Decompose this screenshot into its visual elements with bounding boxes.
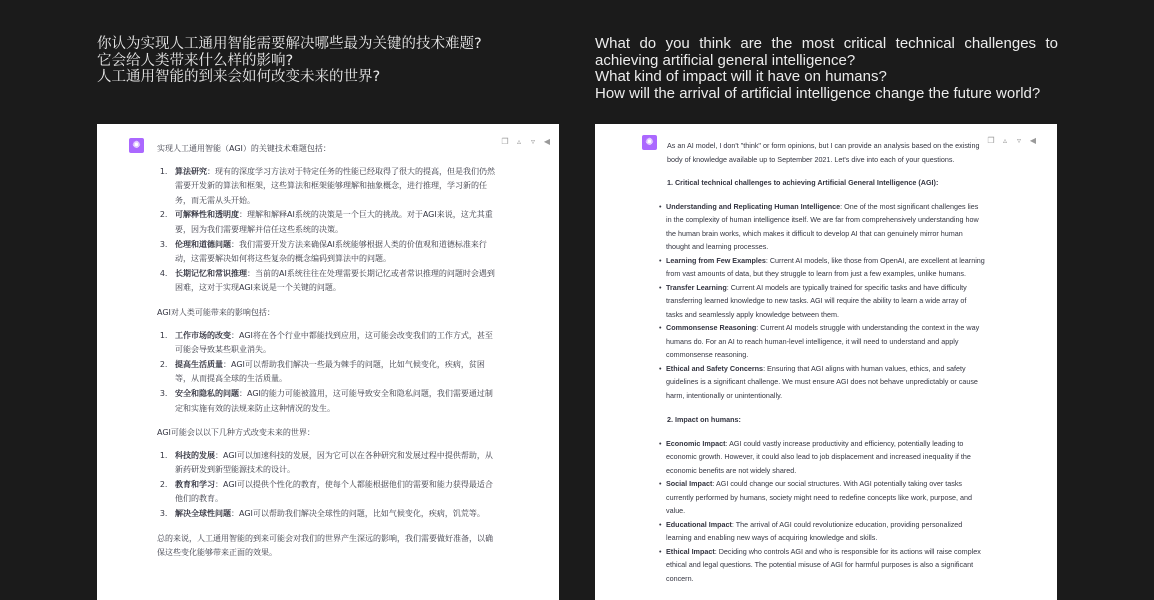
response-intro: As an AI model, I don't "think" or form opinions, but I can provide an analysis based on the existing body of knowledge available up to September 2021. Let's dive into each of your questions. xyxy=(667,141,980,164)
list-item: 2. 可解释性和透明度：理解和解释AI系统的决策是一个巨大的挑战。对于AGI来说，这尤其重要，因为我们需要理解并信任这些系统的决策。 xyxy=(170,208,497,237)
list-item: • Transfer Learning: Current AI models are typically trained for specific tasks and have difficulty transferring learned knowledge to new tasks. AGI will require the ability to learn a wide array of tasks and seamlessly apply knowledge between them. xyxy=(666,281,985,322)
list-item: • Ethical and Safety Concerns: Ensuring that AGI aligns with human values, ethics, and safety guidelines is a significant challenge. We must ensure AGI does not behave unpredictably or cause harm, intentionally or unintentionally. xyxy=(666,362,985,403)
thumbs-up-icon[interactable]: ▵ xyxy=(1002,136,1007,145)
futures-list xyxy=(157,449,497,522)
list-item: 1. 科技的发展：AGI可以加速科技的发展，因为它可以在各种研究和发展过程中提供帮助，从新药研发到新型能源技术的设计。 xyxy=(170,449,497,478)
english-question xyxy=(595,36,1058,102)
list-item: 3. 解决全球性问题：AGI可以帮助我们解决全球性的问题，比如气候变化，疾病，饥荒等。 xyxy=(170,507,497,522)
thumbs-down-icon[interactable]: ▿ xyxy=(530,137,535,146)
question-line: 人工通用智能的到来会如何改变未来的世界? xyxy=(97,69,381,86)
challenges-list xyxy=(667,200,985,403)
speaker-icon[interactable]: ◀ xyxy=(543,137,551,146)
impact-intro: AGI对人类可能带来的影响包括： xyxy=(157,307,275,317)
question-line: How will the arrival of artificial intelligence change the future world? xyxy=(595,84,1041,102)
response-actions xyxy=(501,138,551,146)
challenges-list xyxy=(157,165,497,296)
list-item: 1. 工作市场的改变：AGI将在各个行业中都能找到应用，这可能会改变我们的工作方式，甚至可能会导致某些职业消失。 xyxy=(170,329,497,358)
speaker-icon[interactable]: ◀ xyxy=(1029,136,1037,145)
list-item: 1. 算法研究：现有的深度学习方法对于特定任务的性能已经取得了很大的提高，但是我们仍然需要开发新的算法和框架，这些算法和框架能够理解和抽象概念，进行推理，学习新的任务，而无需从头开始。 xyxy=(170,165,497,209)
impacts-list xyxy=(157,329,497,417)
impacts-list xyxy=(667,437,985,586)
list-item: • Social Impact: AGI could change our social structures. With AGI potentially taking over tasks currently performed by humans, society might need to redefine concepts like work, purpose, and value. xyxy=(666,477,985,518)
chinese-response-text xyxy=(157,142,497,567)
chinese-question xyxy=(97,36,517,86)
list-item: • Ethical Impact: Deciding who controls AGI and who is responsible for its actions will raise complex ethical and legal questions. The potential misuse of AGI for harmful purposes is also a significant concern. xyxy=(666,545,985,586)
list-item: • Learning from Few Examples: Current AI models, like those from OpenAI, are excellent at learning from vast amounts of data, but they struggle to learn from just a few examples, unlike humans. xyxy=(666,254,985,281)
list-item: • Economic Impact: AGI could vastly increase productivity and efficiency, potentially leading to economic growth. However, it could also lead to job displacement and increased inequality if the economic benefits are not widely shared. xyxy=(666,437,985,478)
list-item: 2. 教育和学习：AGI可以提供个性化的教育，使每个人都能根据他们的需要和能力获得最适合他们的教育。 xyxy=(170,478,497,507)
openai-logo-icon: ✺ xyxy=(129,138,144,153)
response-intro: 实现人工通用智能（AGI）的关键技术难题包括： xyxy=(157,144,331,153)
english-response-text xyxy=(667,139,985,596)
list-item: 3. 安全和隐私的问题：AGI的能力可能被滥用，这可能导致安全和隐私问题，我们需要通过制定和实施有效的法规来防止这种情况的发生。 xyxy=(170,387,497,416)
copy-icon[interactable]: ❐ xyxy=(501,137,509,146)
conclusion: 总的来说，人工通用智能的到来可能会对我们的世界产生深远的影响，我们需要做好准备，以确保这些变化能够带来正面的效果。 xyxy=(157,533,493,558)
future-intro: AGI可能会以以下几种方式改变未来的世界： xyxy=(157,428,315,438)
list-item: 4. 长期记忆和常识推理：当前的AI系统往往在处理需要长期记忆或者常识推理的问题时会遇到困难，这对于实现AGI来说是一个关键的问题。 xyxy=(170,267,497,296)
list-item: 2. 提高生活质量：AGI可以帮助我们解决一些最为棘手的问题，比如气候变化，疾病，贫困等，从而提高全球的生活质量。 xyxy=(170,358,497,387)
response-actions xyxy=(987,137,1037,145)
chinese-response-panel xyxy=(97,124,559,600)
list-item: • Educational Impact: The arrival of AGI could revolutionize education, providing personalized learning and enabling new ways of acquiring knowledge and skills. xyxy=(666,518,985,545)
question-line: What do you think are the most critical technical challenges to achieving artificial general intelligence? xyxy=(595,35,1058,69)
list-item: • Understanding and Replicating Human Intelligence: One of the most significant challenges lies in the complexity of human intelligence itself. We are far from comprehensively understanding how the human brain works, which makes it difficult to develop AI that can genuinely mirror human thought and learning processes. xyxy=(666,200,985,254)
section-heading: 2. Impact on humans: xyxy=(667,415,741,424)
list-item: 3. 伦理和道德问题：我们需要开发方法来确保AI系统能够根据人类的价值观和道德标准来行动，这需要解决如何将这些复杂的概念编码到算法中的问题。 xyxy=(170,238,497,267)
question-line: 你认为实现人工通用智能需要解决哪些最为关键的技术难题? xyxy=(97,36,482,52)
question-line: What kind of impact will it have on humans? xyxy=(595,68,887,86)
thumbs-up-icon[interactable]: ▵ xyxy=(516,137,521,146)
section-heading: 1. Critical technical challenges to achieving Artificial General Intelligence (AGI): xyxy=(667,178,939,187)
thumbs-down-icon[interactable]: ▿ xyxy=(1016,136,1021,145)
copy-icon[interactable]: ❐ xyxy=(987,136,995,145)
question-line: 它会给人类带来什么样的影响? xyxy=(97,52,294,69)
list-item: • Commonsense Reasoning: Current AI models struggle with understanding the context in the way humans do. For an AI to reach human-level intelligence, it will need to understand and apply commonsense reasoning. xyxy=(666,321,985,362)
english-response-panel xyxy=(595,124,1057,600)
openai-logo-icon: ✺ xyxy=(642,135,657,150)
